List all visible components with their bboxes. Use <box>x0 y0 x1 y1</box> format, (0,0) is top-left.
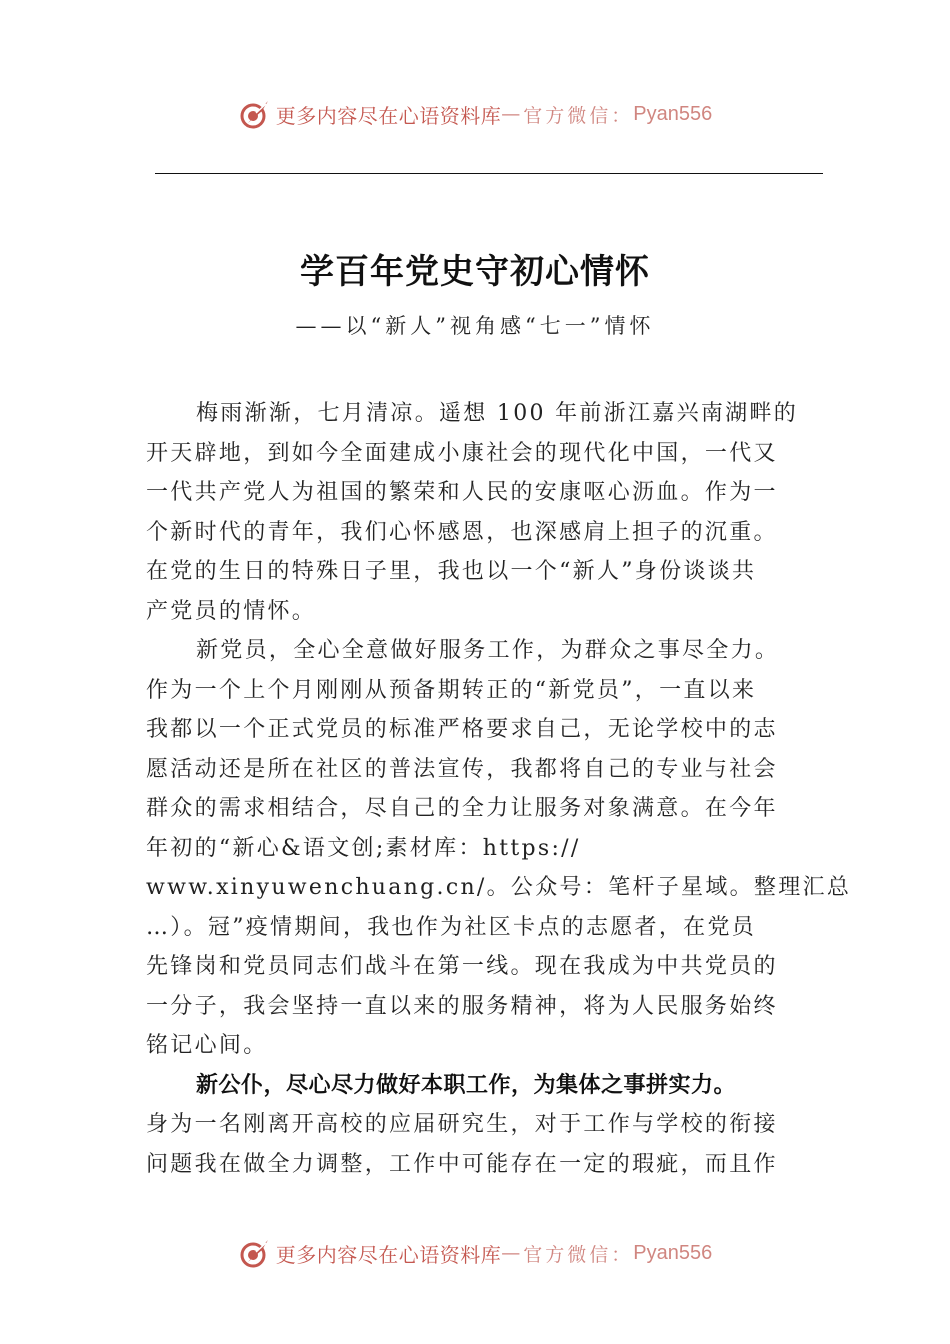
body-line: …）。冠”疫情期间，我也作为社区卡点的志愿者，在党员 <box>146 914 757 940</box>
body-line: 先锋岗和党员同志们战斗在第一线。现在我成为中共党员的 <box>146 954 778 979</box>
footer-wechat-id: Pyan556 <box>633 1241 713 1264</box>
body-line: 在党的生日的特殊日子里，我也以一个“新人”身份谈谈共 <box>146 559 757 584</box>
body-line: 新党员，全心全意做好服务工作，为群众之事尽全力。 <box>196 638 780 663</box>
body-line: 梅雨渐渐，七月清凉。遥想 100 年前浙江嘉兴南湖畔的 <box>196 401 799 426</box>
body-line: 铭记心间。 <box>146 1033 268 1058</box>
body-line: 个新时代的青年，我们心怀感恩，也深感肩上担子的沉重。 <box>146 519 778 545</box>
body-line: 一代共产党人为祖国的繁荣和人民的安康呕心沥血。作为一 <box>146 480 778 505</box>
footer-dash: — <box>501 1242 524 1264</box>
quill-logo-icon <box>238 1236 272 1270</box>
footer-wechat-label: 官方微信： <box>523 1243 634 1266</box>
quill-logo-icon <box>238 97 272 131</box>
body-line: 产党员的情怀。 <box>146 598 317 624</box>
body-line: 作为一个上个月刚刚从预备期转正的“新党员”，一直以来 <box>146 677 757 703</box>
header-wechat-label: 官方微信： <box>523 104 634 127</box>
footer-brand-text: 更多内容尽在心语资料库 <box>275 1242 502 1267</box>
body-line: 开天辟地，到如今全面建成小康社会的现代化中国，一代又 <box>146 440 778 466</box>
body-line: 一分子，我会坚持一直以来的服务精神，将为人民服务始终 <box>146 993 778 1019</box>
body-line: 我都以一个正式党员的标准严格要求自己，无论学校中的志 <box>146 717 778 742</box>
page-subtitle: ——以“新人”视角感“七一”情怀 <box>295 314 655 338</box>
body-line: www.xinyuwenchuang.cn/。公众号：笔杆子星域。整理汇总 <box>146 875 852 900</box>
body-line: 年初的“新心&语文创;素材库：https:// <box>146 835 581 861</box>
page-title: 学百年党史守初心情怀 <box>300 252 650 292</box>
footer-banner <box>0 1233 950 1273</box>
header-dash: — <box>501 103 524 125</box>
header-divider <box>155 173 823 174</box>
body-line: 群众的需求相结合，尽自己的全力让服务对象满意。在今年 <box>146 796 778 821</box>
header-banner <box>0 94 950 134</box>
header-brand-text: 更多内容尽在心语资料库 <box>275 103 502 128</box>
body-line: 问题我在做全力调整，工作中可能存在一定的瑕疵，而且作 <box>146 1151 778 1177</box>
section-heading: 新公仆，尽心尽力做好本职工作，为集体之事拼实力。 <box>196 1072 737 1098</box>
article-body <box>146 394 852 1184</box>
body-line: 愿活动还是所在社区的普法宣传，我都将自己的专业与社会 <box>146 756 778 782</box>
body-line: 身为一名刚离开高校的应届研究生，对于工作与学校的衔接 <box>146 1112 778 1137</box>
header-wechat-id: Pyan556 <box>633 102 713 125</box>
